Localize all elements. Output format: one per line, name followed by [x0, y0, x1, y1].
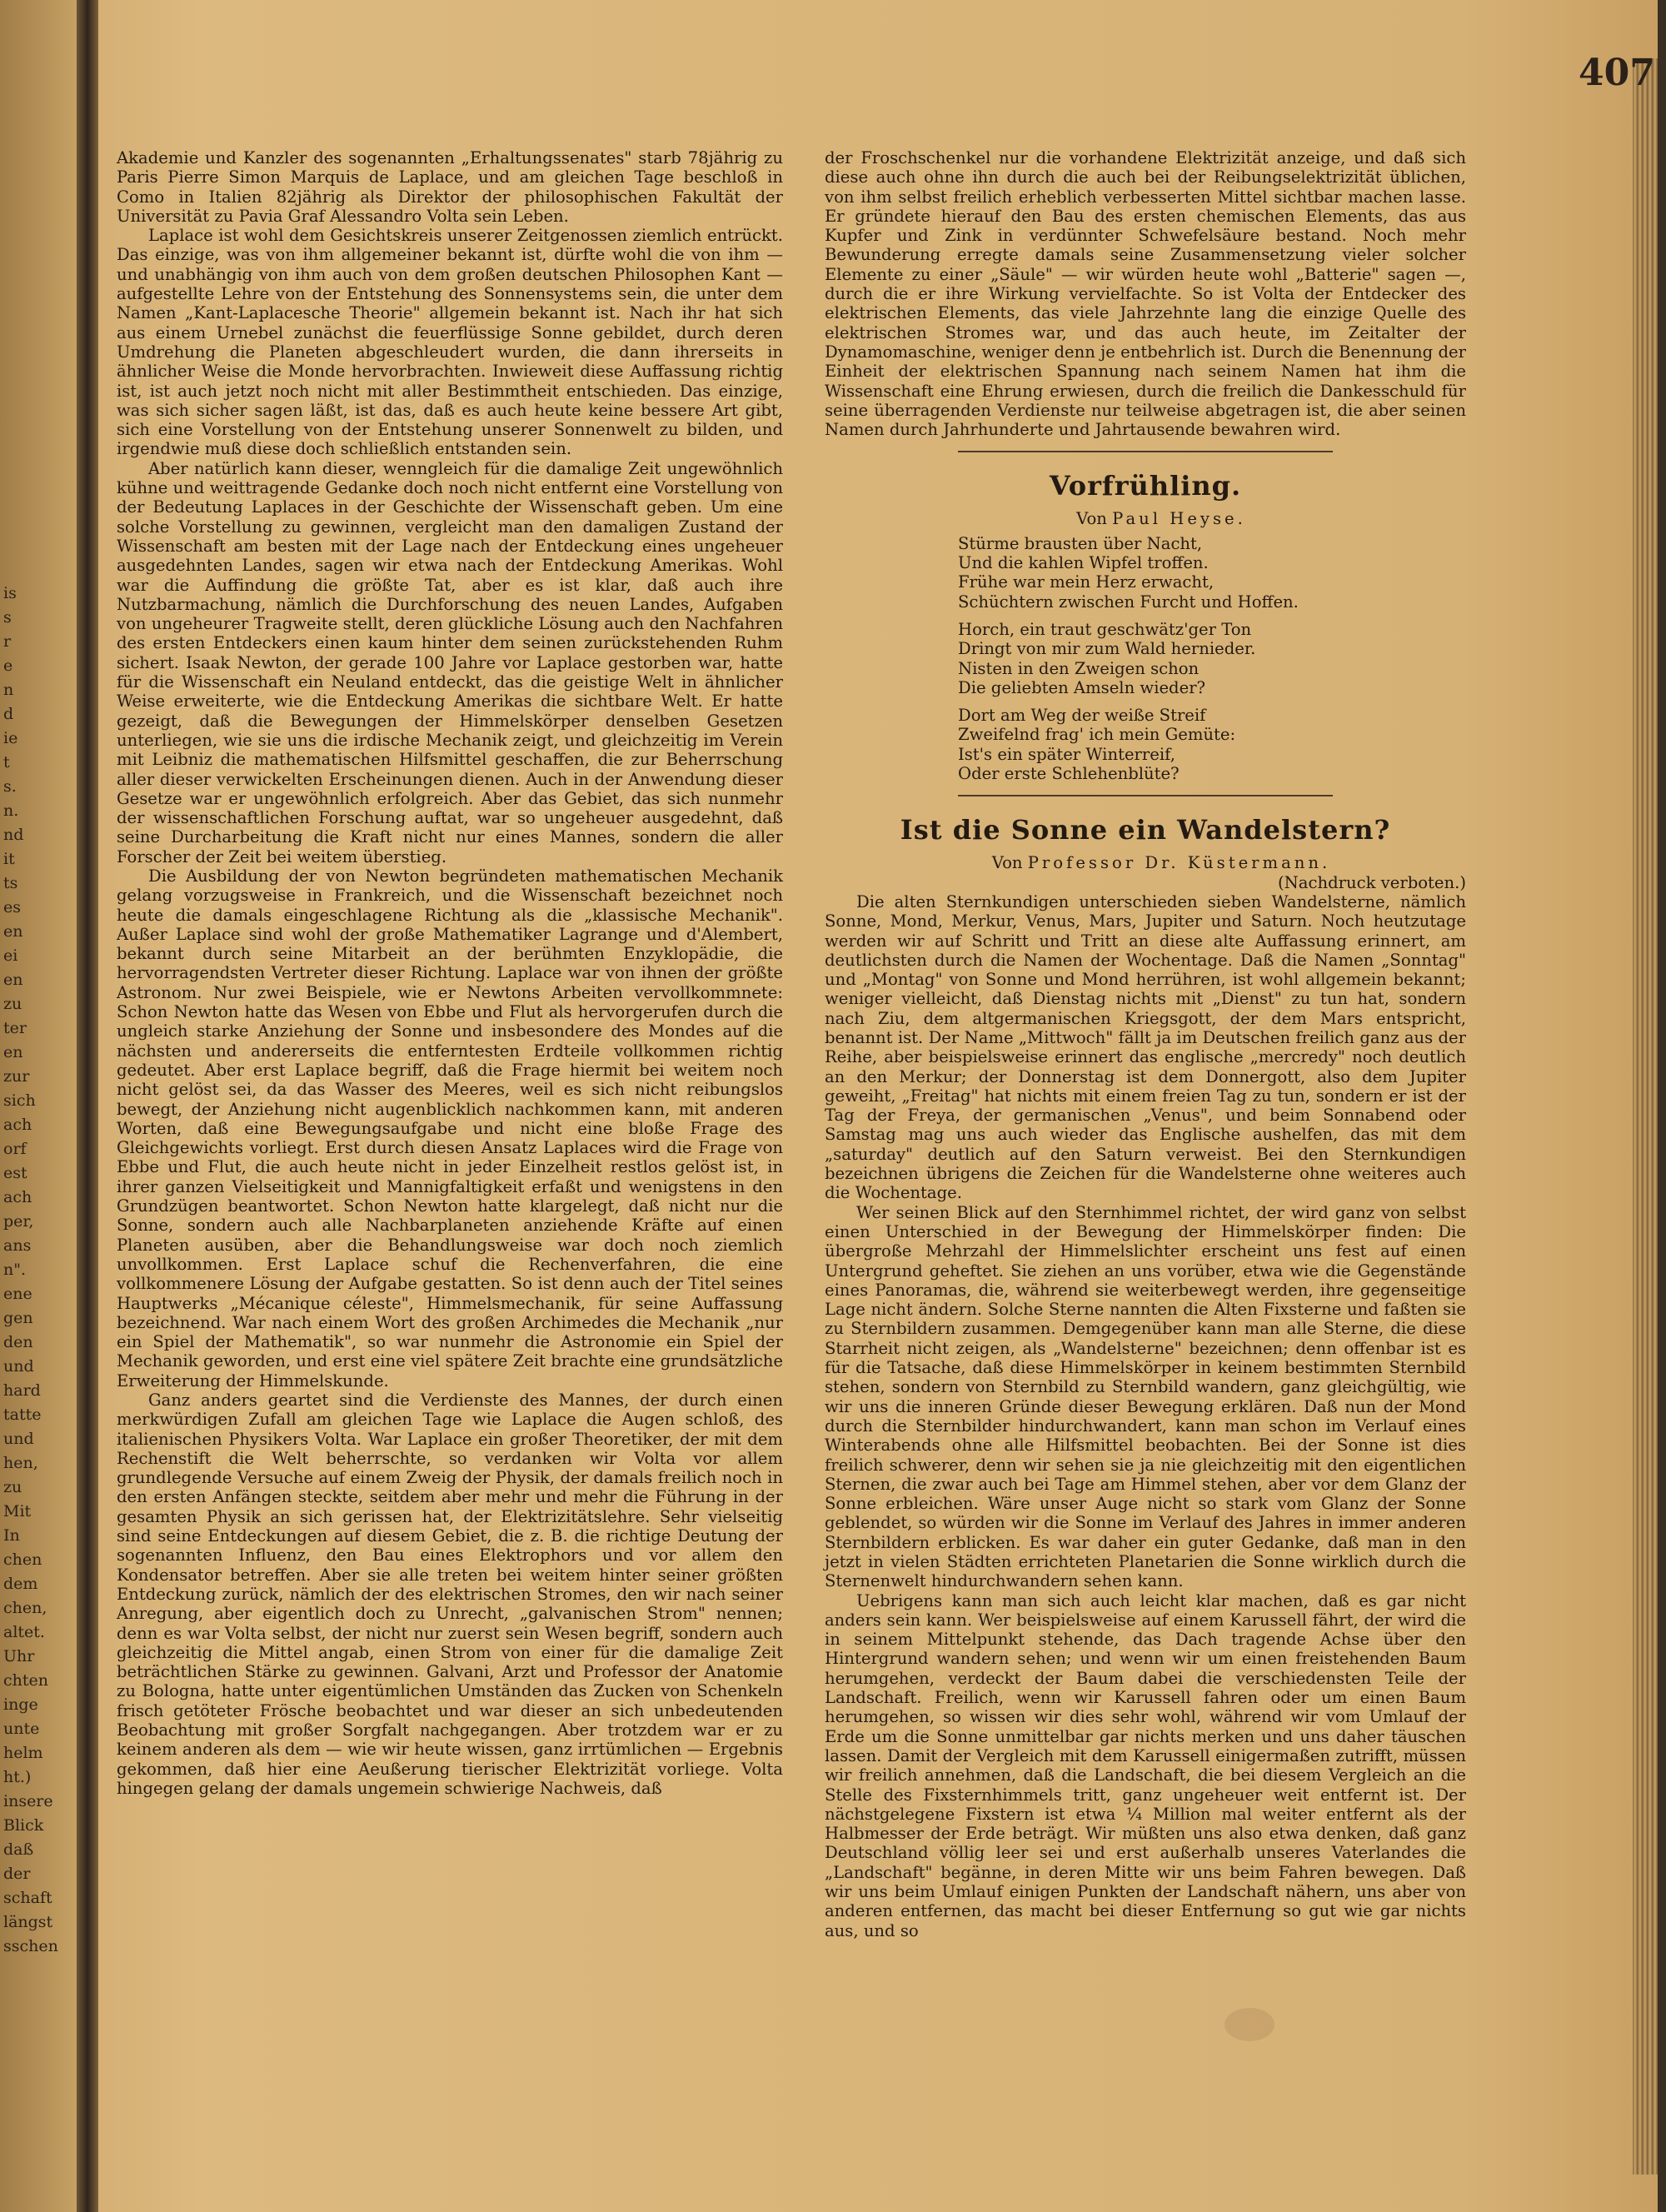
margin-fragment: s	[3, 608, 12, 627]
margin-fragment: ach	[3, 1188, 32, 1206]
poem-line: Oder erste Schlehenblüte?	[958, 764, 1180, 784]
article-byline	[825, 853, 1466, 872]
margin-fragment: zu	[3, 995, 22, 1013]
article-paragraph: Die Ausbildung der von Newton begründeten mathematischen Mechanik gelang vorzugsweise in Frankreich, und die Wissenschaft bezeichnet noch heute die damals eingeschlagene Richtung als die „klassische Mechanik". Außer Laplace sind wohl der große Mathematiker Lagrange und d'Alembert, bekannt durch seine Mitarbeit an der berühmten Enzyklopädie, die hervorragendsten Vertreter dieser Richtung. Laplace war von ihnen der größte Astronom. Nur zwei Beispiele, wie er Newtons Arbeiten vervollkommnete: Schon Newton hatte das Wesen von Ebbe und Flut als hervorgerufen durch die ungleich starke Anziehung der Sonne und insbesondere des Mondes auf die nächsten und andererseits die entferntesten Erdteile vollkommen richtig gedeutet. Aber erst Laplace begriff, daß die Frage hiermit bei weitem noch nicht gelöst sei, da das Wasser des Meeres, weil es sich nicht reibungslos bewegt, der Anziehung nicht augenblicklich nachkommen kann, mit anderen Worten, daß eine Bewegungsaufgabe und nicht eine bloße Frage des Gleichgewichts vorliegt. Erst durch diesen Ansatz Laplaces wird die Frage von Ebbe und Flut, die auch heute nicht in jeder Einzelheit restlos gelöst ist, in ihrer ganzen Vielseitigkeit und Mannigfaltigkeit erfaßt und wenigstens in den Grundzügen beantwortet. Schon Newton hatte klargelegt, daß nicht nur die Sonne, sondern auch alle Nachbarplaneten anziehende Kräfte auf einen Planeten ausüben, aber die Behandlungsweise war doch noch ziemlich unvollkommen. Erst Laplace schuf die Rechenverfahren, die eine vollkommenere Lösung der Aufgabe gestatten. So ist denn auch der Titel seines Hauptwerks „Mécanique céleste", Himmelsmechanik, für seine Auffassung bezeichnend. War nach einem Wort des großen Archimedes die Mechanik „nur ein Spiel der Mathematik", so war nunmehr die Astronomie ein Spiel der Mechanik geworden, und erst eine viel spätere Zeit brachte eine grundsätzliche Erweiterung der Himmelskunde.	[117, 866, 783, 1391]
margin-fragment: längst	[3, 1913, 53, 1931]
poem-line: Frühe war mein Herz erwacht,	[958, 572, 1215, 592]
margin-fragment: Uhr	[3, 1647, 35, 1665]
article-paragraph: Uebrigens kann man sich auch leicht klar machen, daß es gar nicht anders sein kann. Wer beispielsweise auf einem Karussell fährt, der wird die in seinem Mittelpunkt stehende, das Dach tragende Achse über den Hintergrund wandern sehen; und wenn wir um einen freistehenden Baum herumgehen, verdeckt der Baum dabei die verschiedensten Teile der Landschaft. Freilich, wenn wir Karussell fahren oder um einen Baum herumgehen, so wissen wir dies sehr wohl, während wir vom Umlauf der Erde um die Sonne unmittelbar gar nichts merken und uns daher täuschen lassen. Damit der Vergleich mit dem Karussell einigermaßen zutrifft, müssen wir freilich annehmen, daß die Landschaft, die bei diesem Vergleich an die Stelle des Fixsternhimmels tritt, ganz ungeheuer weit entfernt ist. Der nächstgelegene Fixstern ist etwa ¼ Million mal weiter entfernt als der Halbmesser der Erde beträgt. Wir müßten uns also etwa denken, daß ganz Deutschland völlig leer sei und erst außerhalb unseres Vaterlandes die „Landschaft" begänne, in deren Mitte wir uns beim Fahren bewegen. Daß wir uns beim Umlauf einigen Punkten der Landschaft nähern, uns aber von anderen entfernen, das macht bei dieser Entfernung so gut wie gar nichts aus, und so	[825, 1590, 1466, 1940]
poem-line: Und die kahlen Wipfel troffen.	[958, 553, 1209, 573]
margin-fragment: den	[3, 1333, 33, 1351]
margin-fragment: insere	[3, 1792, 53, 1810]
margin-fragment: s.	[3, 777, 17, 796]
poem-body	[958, 534, 1466, 784]
margin-fragment: sschen	[3, 1937, 58, 1955]
paper-stain	[1225, 2008, 1274, 2041]
margin-fragment: unte	[3, 1720, 40, 1738]
article-paragraph: Akademie und Kanzler des sogenannten „Erhaltungssenates" starb 78jährig zu Paris Pierre Simon Marquis de Laplace, und am gleichen Tage beschloß in Como in Italien 82jährig als Direktor der philosophischen Fakultät der Universität zu Pavia Graf Alessandro Volta sein Leben.	[117, 148, 783, 226]
poem-line: Zweifelnd frag' ich mein Gemüte:	[958, 725, 1236, 745]
margin-fragment: sich	[3, 1091, 36, 1110]
margin-fragment: der	[3, 1865, 31, 1883]
article-paragraph: Wer seinen Blick auf den Sternhimmel richtet, der wird ganz von selbst einen Unterschied in der Bewegung der Himmelskörper finden: Die übergroße Mehrzahl der Himmelslichter erscheint uns fest auf einen Untergrund geheftet. Sie ziehen an uns vorüber, etwa wie die Gegenstände eines Panoramas, die, während sie weiterbewegt werden, ihre gegenseitige Lage nicht ändern. Solche Sterne nannten die Alten Fixsterne und faßten sie zu Sternbildern zusammen. Demgegenüber kann man alle Sterne, die diese Starrheit nicht zeigen, als „Wandelsterne" bezeichnen; denn offenbar ist es für die Tatsache, daß diese Himmelskörper in keinem bestimmten Sternbild stehen, sondern von Sternbild zu Sternbild wandern, ganz gleichgültig, wie wir uns die inneren Gründe dieser Bewegung erklären. Daß nun der Mond durch die Sternbilder hindurchwandert, kann man schon im Verlauf eines Winterabends ohne alle Hilfsmittel beobachten. Bei der Sonne ist dies freilich schwerer, denn wir sehen sie ja nie gleichzeitig mit den eigentlichen Sternen, die zwar auch bei Tage am Himmel stehen, aber vor dem Glanz der Sonne erbleichen. Wäre unser Auge nicht so stark vom Glanz der Sonne geblendet, so würden wir die Sonne im Verlauf des Jahres in immer anderen Sternbildern erblicken. Es war daher ein guter Gedanke, daß man in den jetzt in vielen Städten errichteten Planetarien die Sonne wirklich durch die Sternenwelt hindurchwandern sehen kann.	[825, 1202, 1466, 1591]
margin-fragment: inge	[3, 1695, 38, 1714]
left-column	[117, 148, 783, 2073]
margin-fragment: n".	[3, 1261, 27, 1279]
margin-fragment: nd	[3, 826, 24, 844]
article-paragraph: Laplace ist wohl dem Gesichtskreis unserer Zeitgenossen ziemlich entrückt. Das einzige, was von ihm allgemeiner bekannt ist, dürfte wohl die von ihm — und unabhängig von ihm auch von dem großen deutschen Philosophen Kant — aufgestellte Lehre von der Entstehung des Sonnensystems sein, die unter dem Namen „Kant-Laplacesche Theorie" allgemein bekannt ist. Nach ihr hat sich aus einem Urnebel zunächst die feuerflüssige Sonne gebildet, durch deren Umdrehung die Planeten abgeschleudert wurden, die dann ihrerseits in ähnlicher Weise die Monde hervorbrachten. Inwieweit diese Auffassung richtig ist, ist auch jetzt noch nicht mit aller Bestimmtheit entschieden. Das einzige, was sich sicher sagen läßt, ist das, daß es auch heute keine bessere Art gibt, sich eine Vorstellung von der Entstehung unserer Sonnenwelt zu bilden, und irgendwie muß diese doch schließlich entstanden sein.	[117, 226, 783, 459]
poem-stanza	[958, 706, 1466, 783]
margin-fragment: Mit	[3, 1502, 32, 1520]
article-paragraph: der Froschschenkel nur die vorhandene Elektrizität anzeige, und daß sich diese auch ohne ihn durch die auch bei der Reibungselektrizität üblichen, von ihm selbst freilich erheblich verbesserten Mittel sichtbar machen lasse. Er gründete hierauf den Bau des ersten chemischen Elements, das aus Kupfer und Zink in verdünnter Schwefelsäure bestand. Noch mehr Bewunderung erregte damals seine Zusammensetzung vieler solcher Elemente zu einer „Säule" — wir würden heute wohl „Batterie" sagen —, durch die er ihre Wirkung vervielfachte. So ist Volta der Entdecker des elektrischen Elements, das viele Jahrzehnte lang die einzige Quelle des elektrischen Stromes war, und das auch heute, im Zeitalter der Dynamomaschine, weniger denn je entbehrlich ist. Durch die Benennung der Einheit der elektrischen Spannung nach seinem Namen hat ihm die Wissenschaft eine Ehrung erwiesen, durch die freilich die Dankesschuld für seine überragenden Verdienste nur teilweise abgetragen ist, die aber seinen Namen durch Jahrhunderte und Jahrtausende bewahren wird.	[825, 148, 1466, 440]
article-paragraph: Die alten Sternkundigen unterschieden sieben Wandelsterne, nämlich Sonne, Mond, Merkur, Venus, Mars, Jupiter und Saturn. Noch heutzutage werden wir auf Schritt und Tritt an diese alte Auffassung erinnert, am deutlichsten durch die Namen der Wochentage. Daß die Namen „Sonntag" und „Montag" von Sonne und Mond herrühren, ist wohl allgemein bekannt; weniger vielleicht, daß Dienstag nichts mit „Dienst" zu tun hat, sondern nach Ziu, dem altgermanischen Kriegsgott, der dem Mars entspricht, benannt ist. Der Name „Mittwoch" fällt ja im Deutschen freilich ganz aus der Reihe, aber beispielsweise erinnert das englische „mercredy" noch deutlich an den Merkur; der Donnerstag ist dem Donnergott, also dem Jupiter geweiht, „Freitag" hat nichts mit einem freien Tag zu tun, sondern er ist der Tag der Freya, der germanischen „Venus", und beim Sonnabend oder Samstag mag uns auch wieder das Englische aushelfen, das mit dem „saturday" deutlich auf den Saturn verweist. Bei den Sternkundigen bezeichnen übrigens die Zeichen für die Wandelsterne ohne weiteres auch die Wochentage.	[825, 891, 1466, 1203]
margin-fragment: Blick	[3, 1816, 44, 1835]
margin-fragment: n	[3, 681, 14, 699]
margin-fragment: chen	[3, 1550, 42, 1569]
margin-fragment: tatte	[3, 1406, 42, 1424]
margin-fragment: altet.	[3, 1623, 45, 1641]
margin-fragment: und	[3, 1357, 34, 1376]
margin-fragment: gen	[3, 1309, 33, 1327]
poem-line: Die geliebten Amseln wieder?	[958, 677, 1206, 697]
poem-line: Schüchtern zwischen Furcht und Hoffen.	[958, 592, 1299, 612]
margin-fragment: ans	[3, 1236, 32, 1255]
margin-fragment: daß	[3, 1840, 34, 1859]
right-column	[825, 148, 1466, 2073]
margin-fragment: chten	[3, 1671, 48, 1690]
margin-fragment: schaft	[3, 1889, 52, 1907]
poem-line: Dort am Weg der weiße Streif	[958, 706, 1206, 726]
margin-fragment: ene	[3, 1285, 32, 1303]
article-title: Ist die Sonne ein Wandelstern?	[900, 814, 1391, 846]
margin-fragment: est	[3, 1164, 27, 1182]
section-divider	[958, 795, 1333, 796]
poem-line: Stürme brausten über Nacht,	[958, 533, 1203, 553]
poem-line: Ist's ein später Winterreif,	[958, 744, 1175, 764]
margin-fragment: t	[3, 753, 10, 771]
margin-fragment: In	[3, 1526, 20, 1545]
margin-fragment: ts	[3, 874, 18, 892]
margin-fragment: ie	[3, 729, 18, 747]
margin-fragment: en	[3, 922, 23, 941]
margin-fragment: hen,	[3, 1454, 38, 1472]
margin-fragment: orf	[3, 1140, 27, 1158]
margin-fragment: es	[3, 898, 21, 916]
margin-fragment: en	[3, 971, 23, 989]
poem-stanza	[958, 534, 1466, 612]
poem-line: Nisten in den Zweigen schon	[958, 658, 1200, 678]
previous-page-edge	[0, 0, 77, 2212]
margin-fragment: helm	[3, 1744, 43, 1762]
byline-prefix: Von	[991, 853, 1023, 873]
margin-fragment: d	[3, 705, 14, 723]
poem-line: Horch, ein traut geschwätz'ger Ton	[958, 619, 1252, 639]
margin-fragment: ter	[3, 1019, 27, 1037]
margin-fragment: per,	[3, 1212, 34, 1231]
page-stack-edge	[1633, 58, 1658, 2175]
copyright-notice: (Nachdruck verboten.)	[1278, 872, 1466, 892]
poem-byline	[825, 509, 1466, 528]
poem-title: Vorfrühling.	[1049, 470, 1242, 502]
margin-fragment: dem	[3, 1575, 38, 1593]
section-divider	[958, 451, 1333, 452]
poem-stanza	[958, 620, 1466, 697]
margin-fragment: zur	[3, 1067, 30, 1086]
margin-fragment: en	[3, 1043, 23, 1061]
margin-fragment: it	[3, 850, 15, 868]
margin-fragment: is	[3, 584, 17, 602]
margin-fragment: r	[3, 632, 12, 651]
poem-line: Dringt von mir zum Wald hernieder.	[958, 639, 1256, 659]
margin-fragment: ei	[3, 946, 18, 965]
margin-fragment: e	[3, 657, 13, 675]
book-gutter	[77, 0, 98, 2212]
margin-fragment: hard	[3, 1381, 41, 1400]
poem-author: Paul Heyse.	[1112, 509, 1246, 529]
article-paragraph: Ganz anders geartet sind die Verdienste des Mannes, der durch einen merkwürdigen Zufall am gleichen Tage wie Laplace die Augen schloß, des italienischen Physikers Volta. War Laplace ein großer Theoretiker, der mit dem Rechenstift die Welt beherrschte, so verdanken wir Volta vor allem grundlegende Versuche auf einem Zweig der Physik, der damals freilich noch in den ersten Anfängen steckte, seitdem aber mehr und mehr die Führung in der gesamten Physik an sich gerissen hat, der Elektrizitätslehre. Sehr vielseitig sind seine Entdeckungen auf diesem Gebiet, die z. B. die richtige Deutung der sogenannten Influenz, den Bau eines Elektrophors und vor allem den Kondensator betreffen. Aber sie alle treten bei weitem hinter seiner größten Entdeckung zurück, nämlich der des elektrischen Stromes, den wir nach seiner Anregung, aber eigentlich doch zu Unrecht, „galvanischen Strom" nennen; denn es war Volta selbst, der nicht nur zuerst sein Wesen begriff, sondern auch gleichzeitig die Mittel angab, einen Strom von einer für die damalige Zeit beträchtlichen Stärke zu gewinnen. Galvani, Arzt und Professor der Anatomie zu Bologna, hatte unter eigentümlichen Umständen das Zucken von Schenkeln frisch getöteter Frösche beobachtet und war dieser an sich unbedeutenden Beobachtung mit großer Sorgfalt nachgegangen. Aber trotzdem war er zu keinem anderen als dem — wie wir heute wissen, ganz irrtümlichen — Ergebnis gekommen, daß hier eine Aeußerung tierischer Elektrizität vorliege. Volta hingegen gelang der damals ungemein schwierige Nachweis, daß	[117, 1391, 783, 1798]
margin-fragment: chen,	[3, 1599, 47, 1617]
margin-fragment: zu	[3, 1478, 22, 1496]
margin-fragment: ht.)	[3, 1768, 32, 1786]
page-number: 407	[1579, 52, 1655, 94]
margin-fragment: ach	[3, 1116, 32, 1134]
margin-fragment: und	[3, 1430, 34, 1448]
article-paragraph: Aber natürlich kann dieser, wenngleich für die damalige Zeit ungewöhnlich kühne und weittragende Gedanke doch noch nicht entfernt eine Vorstellung von der Bedeutung Laplaces in der Geschichte der Wissenschaft geben. Um eine solche Vorstellung zu gewinnen, vergleicht man den damaligen Zustand der Wissenschaft am besten mit der Lage nach der Entdeckung eines ungeheuer ausgedehnten Landes, sagen wir etwa nach der Entdeckung Amerikas. Wohl war die Auffindung die größte Tat, aber es ist klar, daß auch ihre Nutzbarmachung, nämlich die Durchforschung des neuen Landes, Aufgaben von ungeheurer Tragweite stellt, deren glückliche Lösung auch den Nachfahren des ersten Entdeckers einen kaum hinter dem seinen zurückstehenden Ruhm sichert. Isaak Newton, der gerade 100 Jahre vor Laplace gestorben war, hatte für die Wissenschaft ein Neuland entdeckt, das die geistige Welt in ähnlicher Weise erweiterte, wie die Entdeckung Amerikas die sichtbare Welt. Er hatte gezeigt, daß die Bewegungen der Himmelskörper denselben Gesetzen unterliegen, wie sie uns die irdische Mechanik zeigt, und gleichzeitig im Verein mit Leibniz die mathematischen Hilfsmittel geschaffen, die zur Beherrschung aller dieser verwickelten Erscheinungen dienen. Auch in der Anwendung dieser Gesetze war er ungewöhnlich erfolgreich. Aber das Gebiet, das sich nunmehr der wissenschaftlichen Forschung auftat, war so ungeheuer ausgedehnt, daß seine Durcharbeitung die Kraft nicht nur eines Mannes, sondern die aller Forscher der Zeit bei weitem überstieg.	[117, 458, 783, 866]
byline-prefix: Von	[1076, 509, 1107, 529]
margin-fragment: n.	[3, 801, 19, 820]
article-author: Professor Dr. Küstermann.	[1027, 853, 1331, 873]
